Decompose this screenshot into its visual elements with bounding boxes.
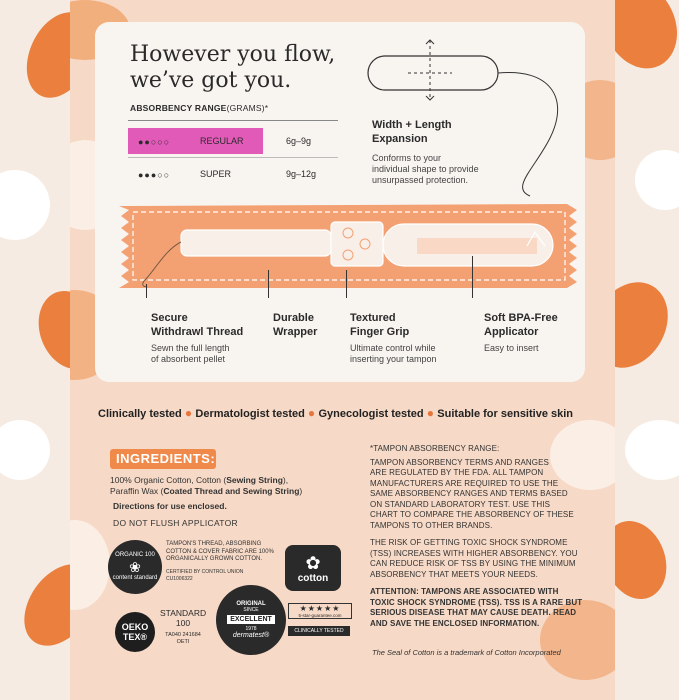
- feature-title-line: Durable: [273, 312, 314, 324]
- feature-title-line: Secure: [151, 312, 188, 324]
- clinically-tested-label: CLINICALLY TESTED: [288, 626, 350, 636]
- expansion-title: [372, 118, 452, 146]
- ingredients-part: Paraffin Wax (: [110, 486, 164, 496]
- absorbency-label: REGULAR: [200, 136, 244, 146]
- oeko-code: OETI: [176, 639, 190, 645]
- headline: [130, 42, 370, 94]
- oeko-tex-logo-icon: [115, 612, 155, 652]
- feature-text-line: of absorbent pellet: [151, 354, 226, 364]
- info-line: TOXIC SHOCK SYNDROME (TSS). TSS IS A RARE BUT: [370, 597, 583, 607]
- seal-text: ORGANIC 100: [115, 552, 155, 558]
- info-line: (TSS) INCREASES WITH HIGHER ABSORBENCY. YOU: [370, 548, 578, 558]
- ingredients-part: ),: [282, 475, 289, 485]
- divider: [128, 120, 338, 121]
- directions-text: Directions for use enclosed.: [113, 501, 227, 511]
- claims-strip: [98, 406, 573, 420]
- five-star-site: 5-star-guarantee.com: [298, 613, 342, 618]
- trademark-note: The Seal of Cotton is a trademark of Cotton Incorporated: [372, 648, 561, 657]
- right-side-flap: [615, 0, 679, 700]
- info-line: THE RISK OF GETTING TOXIC SHOCK SYNDROME: [370, 538, 568, 547]
- claim: Clinically tested: [98, 408, 182, 420]
- absorbency-label: SUPER: [200, 169, 232, 179]
- feature-grip: [350, 311, 475, 365]
- dermatest-text: ORIGINAL: [236, 601, 266, 607]
- feature-text-line: inserting your tampon: [350, 354, 437, 364]
- divider: [128, 157, 338, 158]
- expansion-text-line: individual shape to provide: [372, 164, 479, 174]
- info-line: MANUFACTURERS ARE REQUIRED TO USE THE: [370, 478, 559, 488]
- info-line: SERIOUS DISEASE THAT MAY CAUSE DEATH. READ: [370, 608, 577, 617]
- absorbency-row-regular: [128, 128, 338, 154]
- feature-title-line: Soft BPA-Free: [484, 312, 558, 324]
- organic-cert: CERTIFIED BY CONTROL UNION: [166, 568, 244, 575]
- info-line: AND SAVE THE ENCLOSED INFORMATION.: [370, 618, 540, 628]
- ingredients-part: Sewing String: [226, 475, 283, 485]
- cotton-boll-icon: ✿: [305, 552, 321, 573]
- info-line: ATTENTION: TAMPONS ARE ASSOCIATED WITH: [370, 587, 559, 596]
- absorbency-heading: [130, 103, 268, 113]
- feature-thread: [151, 311, 266, 365]
- separator-dot-icon: ●: [426, 406, 438, 420]
- expansion-title-line: Expansion: [372, 133, 428, 145]
- headline-line-1: However you flow,: [130, 42, 336, 67]
- feature-text-line: Easy to insert: [484, 343, 539, 353]
- info-line: ON STANDARD LABORATORY TEST. USE THIS: [370, 499, 551, 509]
- cotton-seal-text: cotton: [297, 572, 329, 584]
- oeko-tex-info: [160, 608, 206, 646]
- claim: Dermatologist tested: [195, 408, 305, 420]
- info-line: TAMPON ABSORBENCY TERMS AND RANGES: [370, 457, 549, 467]
- oeko-code: TA040 241684: [165, 632, 201, 638]
- oeko-number: 100: [175, 618, 191, 628]
- feature-title-line: Withdrawl Thread: [151, 326, 244, 338]
- feature-title-line: Textured: [350, 312, 396, 324]
- organic-cert: CU1006322: [166, 576, 193, 582]
- dermatest-seal-icon: [216, 585, 286, 655]
- ingredients-title: INGREDIENTS:: [110, 449, 216, 469]
- ingredients-part: 100% Organic Cotton, Cotton (: [110, 475, 227, 485]
- info-line: SAME ABSORBENCY RANGES AND TERMS BASED: [370, 489, 568, 498]
- ingredients-text: [110, 475, 355, 497]
- oeko-logo-text: TEX®: [122, 632, 148, 642]
- absorbency-dots: ●●●○○: [138, 170, 171, 180]
- separator-dot-icon: ●: [307, 406, 319, 420]
- absorbency-title: ABSORBENCY RANGE: [130, 103, 227, 113]
- organic-line: ORGANICALLY GROWN COTTON.: [166, 556, 263, 562]
- absorbency-row-super: [128, 161, 338, 187]
- info-line: ABSORBENCY THAT MEETS YOUR NEEDS.: [370, 569, 538, 579]
- oeko-logo-text: OEKO: [121, 622, 149, 632]
- star-rating-icon: ★★★★★: [299, 604, 341, 613]
- expansion-title-line: Width + Length: [372, 119, 452, 131]
- feature-title-line: Finger Grip: [350, 326, 410, 338]
- feature-text-line: Ultimate control while: [350, 343, 436, 353]
- pointer-line: [472, 256, 473, 298]
- oeko-standard: STANDARD: [160, 608, 207, 618]
- seal-text: content standard: [112, 575, 158, 581]
- organic-line: TAMPON'S THREAD, ABSORBING: [166, 541, 262, 547]
- pointer-line: [268, 270, 269, 298]
- tampon-wrapper-illustration: [115, 200, 585, 292]
- headline-line-2: we’ve got you.: [130, 68, 292, 93]
- info-line: CAN REDUCE RISK OF TSS BY USING THE MINIMUM: [370, 559, 576, 568]
- feature-text-line: Sewn the full length: [151, 343, 230, 353]
- ingredients-part: ): [299, 486, 303, 496]
- flush-warning: DO NOT FLUSH APPLICATOR: [113, 518, 238, 528]
- tss-warning: [370, 587, 598, 629]
- dermatest-rating: EXCELLENT: [227, 615, 275, 624]
- info-line: TAMPONS TO OTHER BRANDS.: [370, 520, 493, 530]
- claim: Suitable for sensitive skin: [437, 408, 574, 420]
- left-side-flap: [0, 0, 70, 700]
- separator-dot-icon: ●: [184, 406, 196, 420]
- absorbency-range: 6g–9g: [286, 136, 312, 146]
- expansion-text-line: unsurpassed protection.: [372, 175, 469, 185]
- dermatest-brand: dermatest®: [232, 632, 270, 639]
- dermatest-text: SINCE: [243, 607, 259, 613]
- feature-title-line: Applicator: [484, 326, 539, 338]
- absorbency-dots: ●●○○○: [138, 137, 171, 147]
- dermatest-text: 1978: [245, 626, 257, 632]
- info-line: ARE REGULATED BY THE FDA. ALL TAMPON: [370, 468, 544, 477]
- ingredients-part: Coated Thread and Sewing String: [163, 486, 300, 496]
- pointer-line: [146, 284, 147, 298]
- absorbency-range: 9g–12g: [286, 169, 317, 179]
- absorbency-info-p2: [370, 538, 598, 580]
- five-star-badge: [288, 603, 352, 619]
- expansion-text: [372, 153, 479, 186]
- absorbency-info-p1: [370, 458, 598, 532]
- seal-of-cotton-icon: [285, 545, 341, 591]
- claim: Gynecologist tested: [318, 408, 424, 420]
- feature-wrapper: [273, 311, 343, 339]
- organic-100-seal-icon: [108, 540, 162, 594]
- absorbency-info-title: *TAMPON ABSORBENCY RANGE:: [370, 444, 500, 453]
- absorbency-unit: (GRAMS)*: [226, 103, 269, 113]
- absorbency-info: [370, 444, 598, 629]
- organic-claim: [166, 541, 274, 584]
- organic-line: COTTON & COVER FABRIC ARE 100%: [166, 548, 274, 555]
- pointer-line: [346, 270, 347, 298]
- leaf-icon: ❀: [129, 559, 141, 575]
- feature-title-line: Wrapper: [273, 326, 318, 338]
- expansion-text-line: Conforms to your: [372, 153, 442, 163]
- feature-applicator: [484, 311, 584, 354]
- info-line: CHART TO COMPARE THE ABSORBENCY OF THESE: [370, 510, 574, 519]
